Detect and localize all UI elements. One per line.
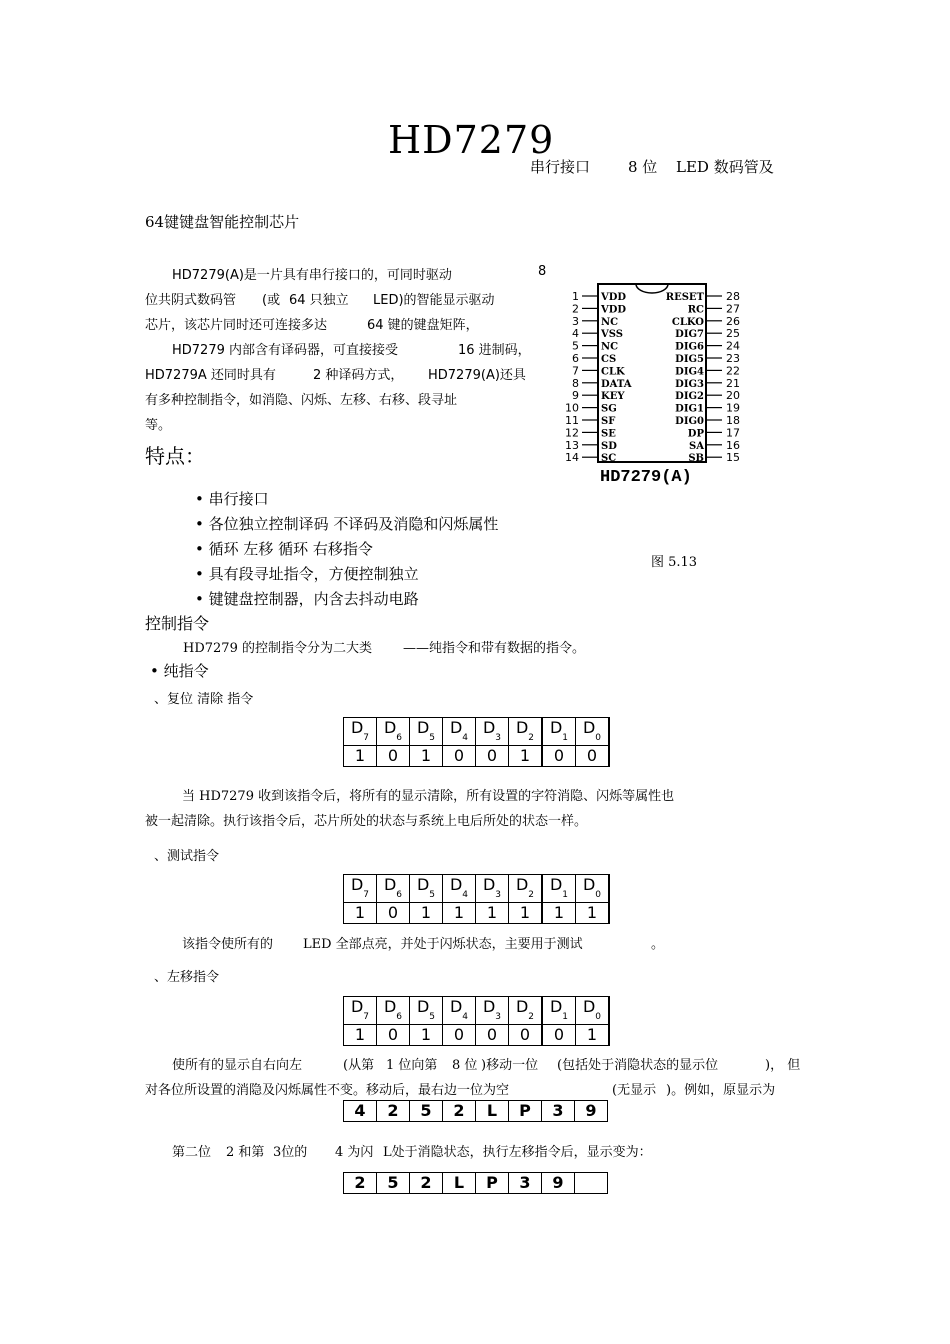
- left-note-1g: )， 但: [765, 1058, 801, 1073]
- bit-value-cell: 1: [542, 903, 576, 924]
- pin-number: 7: [572, 364, 579, 378]
- bit-header-cell: $D_4$: [443, 718, 476, 746]
- left-note-2c: )。例如，原显示为: [666, 1083, 776, 1098]
- bit-header-cell: $D_1$: [542, 875, 576, 903]
- pin-label: SA: [689, 440, 704, 452]
- pin-number: 14: [565, 451, 579, 465]
- feature-item: • 各位独立控制译码 不译码及消隐和闪烁属性: [195, 515, 499, 533]
- control-desc-b: ——纯指令和带有数据的指令。: [403, 641, 586, 656]
- pin-label: DP: [687, 428, 704, 440]
- bit-header-cell: $D_5$: [410, 718, 443, 746]
- bit-header-cell: $D_1$: [542, 997, 576, 1025]
- after-note-a: 第二位: [172, 1145, 212, 1160]
- bit-value-cell: L: [443, 1173, 476, 1194]
- display-row: [344, 1173, 608, 1194]
- test-note-a: 该指令使所有的: [182, 937, 274, 952]
- bit-value-cell: 1: [509, 903, 543, 924]
- intro-l5b: 2 种译码方式，: [313, 368, 404, 383]
- pin-number: 10: [565, 401, 579, 415]
- bit-header-cell: $D_3$: [476, 997, 509, 1025]
- intro-l1a: HD7279(A)是一片具有串行接口的，可同时驱动: [172, 268, 452, 283]
- left-note-1f: (包括处于消隐状态的显示位: [557, 1058, 719, 1073]
- left-note-2a: 对各位所设置的消隐及闪烁属性不变。移动后，最右边一位为空: [145, 1083, 510, 1098]
- bit-header-cell: $D_6$: [377, 997, 410, 1025]
- pin-number: 23: [726, 352, 740, 365]
- pin-label: DIG2: [675, 391, 704, 403]
- left-shift-title: 、左移指令: [154, 970, 220, 985]
- bit-value-cell: 9: [542, 1173, 575, 1194]
- title-sub-c: LED 数码管及: [676, 158, 774, 176]
- chip-right-pins: [666, 290, 740, 464]
- bit-header-cell: $D_1$: [542, 718, 576, 746]
- bit-value-row: [344, 1025, 610, 1046]
- bit-header-cell: $D_2$: [509, 997, 543, 1025]
- intro-l4b: 16 进制码，: [458, 343, 531, 358]
- test-title: 、测试指令: [154, 849, 220, 864]
- bit-value-cell: 1: [410, 903, 443, 924]
- pin-label: VSS: [601, 329, 623, 341]
- bit-value-cell: 1: [576, 903, 610, 924]
- bit-value-cell: 3: [542, 1101, 575, 1122]
- pin-number: 8: [572, 376, 579, 390]
- bit-header-cell: $D_7$: [344, 718, 377, 746]
- bit-header-cell: $D_6$: [377, 718, 410, 746]
- pin-number: 6: [572, 352, 579, 365]
- bit-value-cell: 0: [377, 1025, 410, 1046]
- bit-value-cell: 1: [410, 746, 443, 767]
- intro-l7: 等。: [145, 418, 172, 433]
- bit-value-cell: P: [509, 1101, 542, 1122]
- bit-value-cell: 2: [344, 1173, 377, 1194]
- pin-label: NC: [601, 316, 619, 328]
- after-note-d: 4 为闪: [335, 1145, 374, 1160]
- bit-header-cell: $D_5$: [410, 875, 443, 903]
- test-note-c: 。: [651, 937, 665, 952]
- pin-number: 5: [572, 339, 579, 353]
- feature-item: • 串行接口: [195, 490, 269, 508]
- left-note-2b: (无显示: [612, 1083, 657, 1098]
- left-note-1b: (从第: [343, 1058, 375, 1073]
- bit-value-cell: P: [476, 1173, 509, 1194]
- bit-value-cell: 1: [576, 1025, 610, 1046]
- bit-value-cell: 0: [576, 746, 610, 767]
- bit-header-cell: $D_4$: [443, 875, 476, 903]
- intro-l3b: 64 键的键盘矩阵，: [367, 318, 479, 333]
- bit-value-cell: 1: [509, 746, 543, 767]
- bit-value-row: [344, 746, 610, 767]
- bit-header-row: [344, 718, 610, 746]
- pin-number: 17: [726, 426, 740, 440]
- bit-value-cell: 1: [476, 903, 509, 924]
- feature-item: • 循环 左移 循环 右移指令: [195, 540, 373, 558]
- pin-label: DATA: [601, 378, 632, 390]
- left-note-1a: 使所有的显示自右向左: [172, 1058, 303, 1073]
- title-sub-a: 串行接口: [530, 158, 591, 176]
- pin-label: SB: [688, 453, 704, 465]
- bit-value-cell: 0: [542, 1025, 576, 1046]
- pin-label: KEY: [601, 391, 625, 403]
- control-desc-a: HD7279 的控制指令分为二大类: [183, 641, 372, 656]
- bit-header-cell: $D_2$: [509, 718, 543, 746]
- bit-value-cell: 0: [377, 746, 410, 767]
- bit-value-cell: L: [476, 1101, 509, 1122]
- bit-header-cell: $D_3$: [476, 875, 509, 903]
- intro-l5a: HD7279A 还同时具有: [145, 368, 276, 383]
- bit-header-cell: $D_7$: [344, 875, 377, 903]
- intro-l4a: HD7279 内部含有译码器，可直接接受: [172, 343, 399, 358]
- bit-header-cell: $D_3$: [476, 718, 509, 746]
- reset-bits-table: [343, 717, 610, 767]
- bit-value-cell: 1: [344, 1025, 377, 1046]
- chip-pinout-diagram: [560, 278, 760, 488]
- after-note-b: 2 和第: [226, 1145, 265, 1160]
- pin-number: 19: [726, 401, 740, 415]
- pin-number: 26: [726, 314, 740, 328]
- pin-number: 27: [726, 302, 740, 316]
- bit-value-cell: 1: [344, 746, 377, 767]
- pin-number: 16: [726, 438, 740, 452]
- pin-number: 25: [726, 327, 740, 341]
- pin-label: SD: [601, 440, 617, 452]
- pin-label: NC: [601, 341, 619, 353]
- pin-number: 3: [572, 314, 579, 328]
- chip-notch: [636, 284, 668, 293]
- title-line2: 64键键盘智能控制芯片: [145, 213, 300, 231]
- bit-value-cell: 5: [377, 1173, 410, 1194]
- pin-label: CLK: [601, 366, 625, 378]
- pin-label: SG: [601, 403, 617, 415]
- bit-header-cell: $D_6$: [377, 875, 410, 903]
- pin-label: DIG3: [675, 378, 704, 390]
- pin-number: 12: [565, 426, 579, 440]
- pin-label: DIG7: [675, 329, 704, 341]
- pin-number: 15: [726, 451, 740, 465]
- bit-value-cell: 0: [476, 746, 509, 767]
- pin-label: DIG1: [675, 403, 704, 415]
- pin-label: RC: [687, 304, 704, 316]
- bit-value-cell: 4: [344, 1101, 377, 1122]
- bit-value-cell: 9: [575, 1101, 608, 1122]
- pin-label: CLKO: [671, 316, 704, 328]
- pin-number: 13: [565, 438, 579, 452]
- reset-title: 、复位 清除 指令: [154, 692, 254, 707]
- pin-number: 11: [565, 414, 579, 427]
- bit-value-cell: 0: [476, 1025, 509, 1046]
- left-note-1e: )移动一位: [481, 1058, 539, 1073]
- intro-l1b: 8: [538, 264, 547, 279]
- display-after-table: [343, 1172, 608, 1194]
- intro-l3a: 芯片，该芯片同时还可连接多达: [145, 318, 328, 333]
- pin-label: SF: [601, 416, 616, 427]
- pure-instruction-heading: • 纯指令: [150, 662, 209, 680]
- test-bits-table: [343, 874, 610, 924]
- feature-item: • 键键盘控制器，内含去抖动电路: [195, 590, 419, 608]
- bit-header-row: [344, 875, 610, 903]
- pin-label: SC: [601, 453, 617, 465]
- control-heading: 控制指令: [145, 614, 210, 633]
- feature-item: • 具有段寻址指令，方便控制独立: [195, 565, 419, 583]
- pin-label: CS: [601, 354, 617, 365]
- test-note-b: LED 全部点亮，并处于闪烁状态，主要用于测试: [303, 937, 583, 952]
- bit-header-row: [344, 997, 610, 1025]
- bit-value-cell: 2: [377, 1101, 410, 1122]
- display-before-table: [343, 1100, 608, 1122]
- intro-l6: 有多种控制指令，如消隐、闪烁、左移、右移、段寻址: [145, 393, 458, 408]
- bit-header-cell: $D_5$: [410, 997, 443, 1025]
- bit-header-cell: $D_0$: [576, 997, 610, 1025]
- pin-label: RESET: [665, 292, 704, 303]
- intro-l2a: 位共阴式数码管: [145, 293, 237, 308]
- pin-number: 1: [572, 290, 579, 303]
- page-title: HD7279: [388, 118, 555, 162]
- pin-number: 22: [726, 364, 740, 378]
- pin-number: 20: [726, 389, 740, 403]
- pin-number: 21: [726, 376, 740, 390]
- pin-number: 2: [572, 302, 579, 316]
- bit-value-cell: 0: [443, 746, 476, 767]
- left-note-1c: 1 位向第: [386, 1058, 438, 1073]
- pin-number: 28: [726, 290, 740, 303]
- bit-header-cell: $D_2$: [509, 875, 543, 903]
- bit-value-row: [344, 903, 610, 924]
- pin-label: SE: [601, 428, 616, 440]
- pin-number: 24: [726, 339, 740, 353]
- chip-label: HD7279(A): [600, 468, 692, 487]
- after-note-c: 3位的: [273, 1145, 308, 1160]
- bit-value-cell: 1: [443, 903, 476, 924]
- bit-value-cell: 3: [509, 1173, 542, 1194]
- pin-label: DIG5: [675, 354, 704, 365]
- bit-value-cell: [575, 1173, 608, 1194]
- pin-number: 18: [726, 414, 740, 427]
- figure-caption: 图 5.13: [651, 555, 698, 570]
- pin-label: DIG4: [675, 366, 704, 378]
- pin-label: DIG0: [675, 416, 704, 427]
- features-heading: 特点：: [145, 444, 205, 468]
- bit-value-cell: 1: [344, 903, 377, 924]
- after-note-e: L处于消隐状态，执行左移指令后，显示变为：: [383, 1145, 652, 1160]
- intro-l2d: LED)的智能显示驱动: [373, 293, 495, 308]
- intro-l2c: 64 只独立: [289, 293, 349, 308]
- pin-label: DIG6: [675, 341, 704, 353]
- pin-label: VDD: [601, 304, 627, 316]
- reset-note-1: 当 HD7279 收到该指令后，将所有的显示清除，所有设置的字符消隐、闪烁等属性也: [182, 789, 675, 804]
- pin-number: 9: [572, 389, 579, 403]
- bit-value-cell: 2: [443, 1101, 476, 1122]
- bit-value-cell: 0: [443, 1025, 476, 1046]
- bit-header-cell: $D_7$: [344, 997, 377, 1025]
- reset-note-2: 被一起清除。执行该指令后，芯片所处的状态与系统上电后所处的状态一样。: [145, 814, 588, 829]
- bit-header-cell: $D_0$: [576, 875, 610, 903]
- bit-value-cell: 0: [377, 903, 410, 924]
- bit-value-cell: 2: [410, 1173, 443, 1194]
- pin-number: 4: [572, 327, 579, 341]
- pin-label: VDD: [601, 292, 627, 303]
- title-sub-b: 8 位: [628, 158, 658, 176]
- bit-value-cell: 0: [542, 746, 576, 767]
- intro-l5c: HD7279(A)还具: [428, 368, 526, 383]
- display-row: [344, 1101, 608, 1122]
- bit-value-cell: 5: [410, 1101, 443, 1122]
- intro-l2b: (或: [262, 293, 281, 308]
- bit-header-cell: $D_0$: [576, 718, 610, 746]
- bit-value-cell: 1: [410, 1025, 443, 1046]
- left-shift-bits-table: [343, 996, 610, 1046]
- left-note-1d: 8 位: [452, 1058, 478, 1073]
- bit-value-cell: 0: [509, 1025, 543, 1046]
- bit-header-cell: $D_4$: [443, 997, 476, 1025]
